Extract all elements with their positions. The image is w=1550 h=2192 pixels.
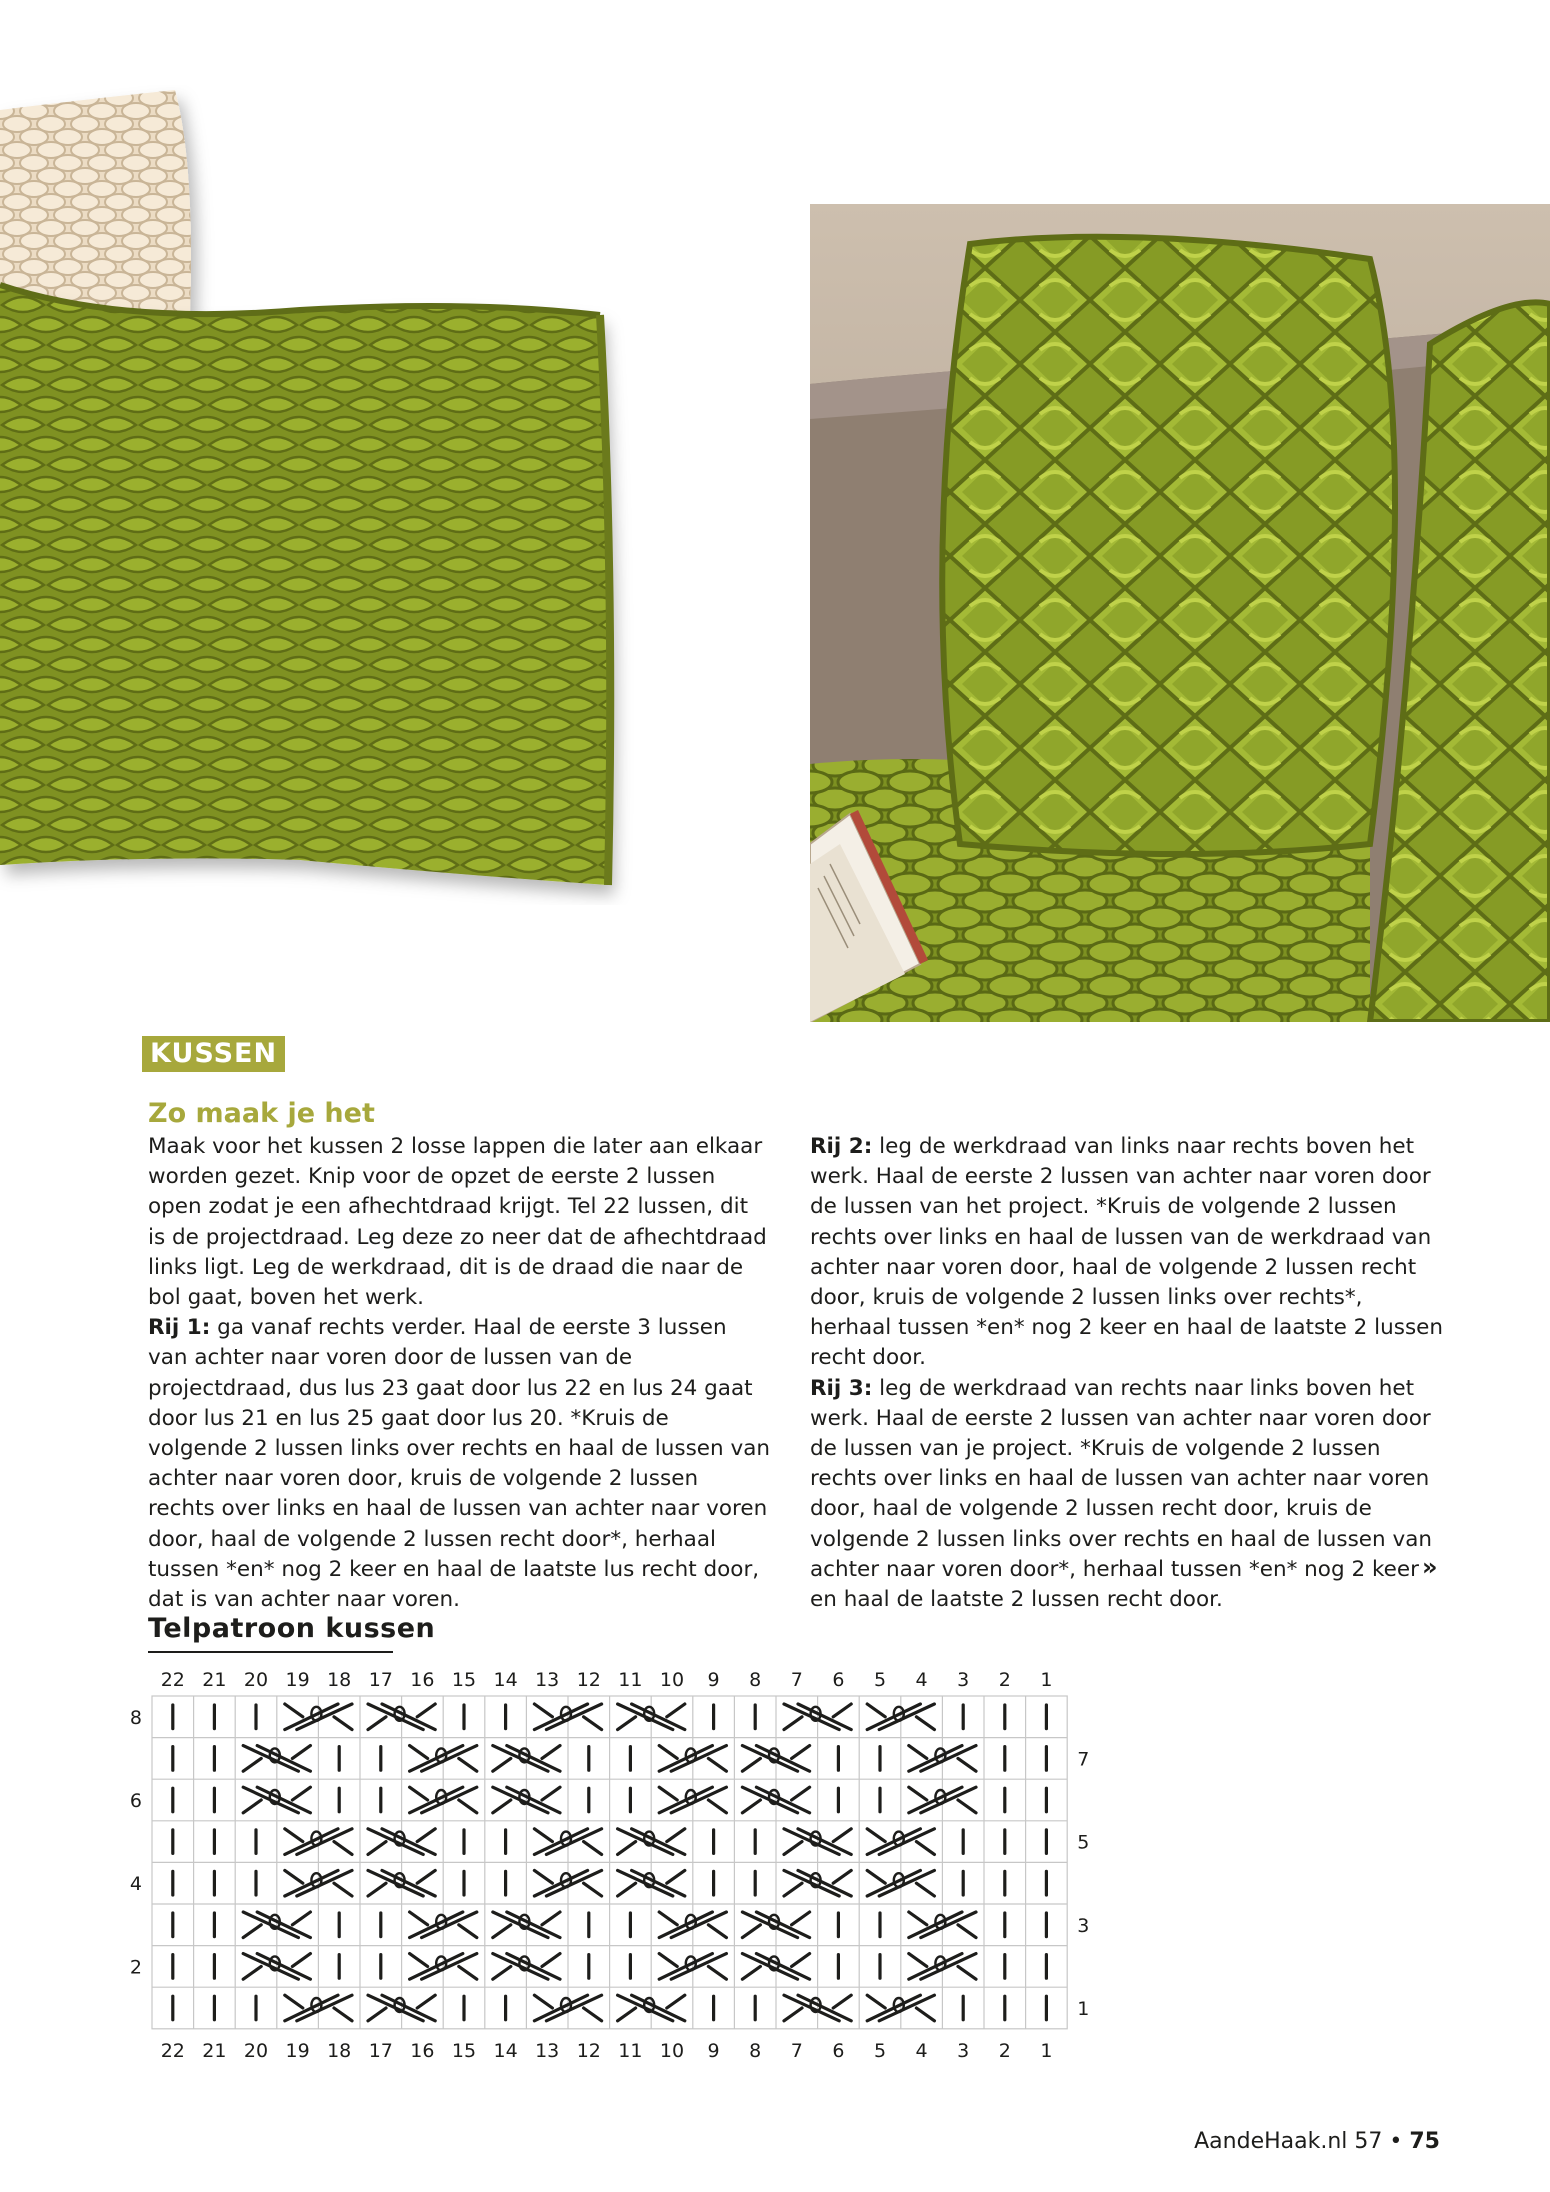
column-number-bottom: 5 xyxy=(873,2039,887,2062)
chart-title-underline xyxy=(148,1651,393,1653)
column-number-bottom: 6 xyxy=(832,2039,845,2062)
section-tag: KUSSEN xyxy=(142,1036,285,1072)
row3-paragraph xyxy=(810,1374,1444,1616)
column-number-bottom: 11 xyxy=(618,2039,643,2062)
row-label-right: 1 xyxy=(1077,1998,1090,2020)
column-number-top: 20 xyxy=(243,1669,269,1691)
instructions-right-column xyxy=(810,1132,1444,1615)
row1-paragraph xyxy=(148,1313,770,1615)
continue-arrow-icon: » xyxy=(1422,1553,1438,1581)
chart-title: Telpatroon kussen xyxy=(148,1613,436,1644)
intro-paragraph: Maak voor het kussen 2 losse lappen die later aan elkaar worden gezet. Knip voor de opzet de eerste 2 lussen open zodat je een afhechtdraad krijgt. Tel 22 lussen, dit is de projectdraad. Leg deze zo neer dat de afhechtdraad links ligt. Leg de werkdraad, dit is de draad die naar de bol gaat, boven het werk. xyxy=(148,1134,767,1311)
column-number-bottom: 22 xyxy=(160,2039,185,2062)
column-number-bottom: 4 xyxy=(915,2039,928,2062)
column-number-top: 15 xyxy=(451,1669,477,1691)
row-label-right: 7 xyxy=(1077,1748,1090,1771)
row3-text: leg de werkdraad van rechts naar links boven het werk. Haal de eerste 2 lussen van achter naar voren door de lussen van je project. *Kruis de volgende 2 lussen rechts over links en haal de lussen van achter naar voren door, haal de volgende 2 lussen recht door, kruis de volgende 2 lussen links over rechts en haal de lussen van achter naar voren door*, herhaal tussen *en* nog 2 keer en haal de laatste 2 lussen recht door. xyxy=(810,1375,1433,1613)
row2-label: Rij 2: xyxy=(810,1134,873,1159)
column-number-top: 22 xyxy=(160,1669,185,1691)
row-label-left: 6 xyxy=(130,1790,142,1812)
column-number-bottom: 9 xyxy=(707,2039,720,2062)
column-number-bottom: 18 xyxy=(327,2039,352,2062)
column-number-top: 7 xyxy=(790,1669,803,1691)
column-number-bottom: 21 xyxy=(202,2039,227,2062)
column-number-top: 18 xyxy=(327,1669,352,1691)
column-number-top: 19 xyxy=(285,1669,310,1691)
row1-text: ga vanaf rechts verder. Haal de eerste 3 lussen van achter naar voren door de lussen van de projectdraad, dus lus 23 gaat door lus 22 en lus 24 gaat door lus 21 en lus 25 gaat door lus 20. *Kruis de volgende 2 lussen links over rechts en haal de lussen van achter naar voren door, kruis de volgende 2 lussen rechts over links en haal de lussen van achter naar voren door, haal de volgende 2 lussen recht door*, herhaal tussen *en* nog 2 keer en haal de laatste lus recht door, dat is van achter naar voren. xyxy=(148,1315,771,1613)
column-number-top: 5 xyxy=(873,1669,887,1691)
row1-label: Rij 1: xyxy=(148,1315,211,1341)
column-number-bottom: 17 xyxy=(368,2039,393,2062)
column-number-top: 2 xyxy=(998,1669,1011,1691)
column-number-bottom: 19 xyxy=(285,2039,310,2062)
column-number-top: 4 xyxy=(915,1669,928,1691)
column-number-top: 6 xyxy=(832,1669,845,1691)
column-number-top: 17 xyxy=(368,1669,393,1691)
column-number-bottom: 3 xyxy=(957,2039,970,2062)
row2-text: leg de werkdraad van links naar rechts boven het werk. Haal de eerste 2 lussen van achter naar voren door de lussen van het project. *Kruis de volgende 2 lussen rechts over links en haal de lussen van de werkdraad van achter naar voren door, haal de volgende 2 lussen recht door, kruis de volgende 2 lussen links over rechts*, herhaal tussen *en* nog 2 keer en haal de laatste 2 lussen recht door. xyxy=(810,1134,1444,1371)
page-number: 75 xyxy=(1409,2129,1440,2154)
column-number-bottom: 10 xyxy=(659,2039,685,2062)
column-number-bottom: 7 xyxy=(790,2039,803,2062)
row-label-right: 3 xyxy=(1077,1914,1090,1937)
row-label-left: 2 xyxy=(130,1956,142,1979)
column-number-top: 21 xyxy=(202,1669,227,1691)
column-number-top: 1 xyxy=(1040,1669,1053,1691)
footer-site: AandeHaak.nl 57 xyxy=(1194,2129,1383,2154)
column-number-bottom: 14 xyxy=(493,2039,518,2062)
instructions-left-column xyxy=(148,1132,770,1615)
column-number-bottom: 2 xyxy=(998,2039,1011,2062)
column-number-top: 13 xyxy=(535,1669,560,1691)
cushion-on-sofa-photo xyxy=(810,204,1550,1022)
column-number-bottom: 8 xyxy=(749,2039,762,2062)
page-footer xyxy=(1194,2129,1440,2154)
column-number-top: 9 xyxy=(707,1669,720,1691)
column-number-top: 16 xyxy=(410,1669,435,1691)
column-number-top: 12 xyxy=(576,1669,601,1691)
footer-bullet: • xyxy=(1389,2129,1403,2154)
column-number-bottom: 15 xyxy=(451,2039,477,2062)
column-number-top: 11 xyxy=(618,1669,643,1691)
row3-label: Rij 3: xyxy=(810,1375,873,1401)
cream-cushion xyxy=(0,90,191,315)
stitch-chart xyxy=(130,1664,1090,2064)
row2-paragraph xyxy=(810,1132,1444,1374)
column-number-top: 14 xyxy=(493,1669,518,1691)
column-number-bottom: 1 xyxy=(1040,2039,1053,2062)
row-label-left: 8 xyxy=(130,1706,142,1729)
green-cushion xyxy=(942,237,1395,854)
column-number-top: 8 xyxy=(749,1669,762,1691)
column-number-bottom: 20 xyxy=(243,2039,269,2062)
column-number-bottom: 13 xyxy=(535,2039,560,2062)
column-number-top: 3 xyxy=(957,1669,970,1691)
column-number-bottom: 12 xyxy=(576,2039,601,2062)
row-label-right: 5 xyxy=(1077,1831,1090,1854)
column-number-bottom: 16 xyxy=(410,2039,435,2062)
green-knitted-panel xyxy=(0,285,610,885)
row-label-left: 4 xyxy=(130,1873,142,1896)
instructions-heading: Zo maak je het xyxy=(148,1098,375,1129)
column-number-top: 10 xyxy=(659,1669,685,1691)
knitted-panel-photo xyxy=(0,85,640,905)
